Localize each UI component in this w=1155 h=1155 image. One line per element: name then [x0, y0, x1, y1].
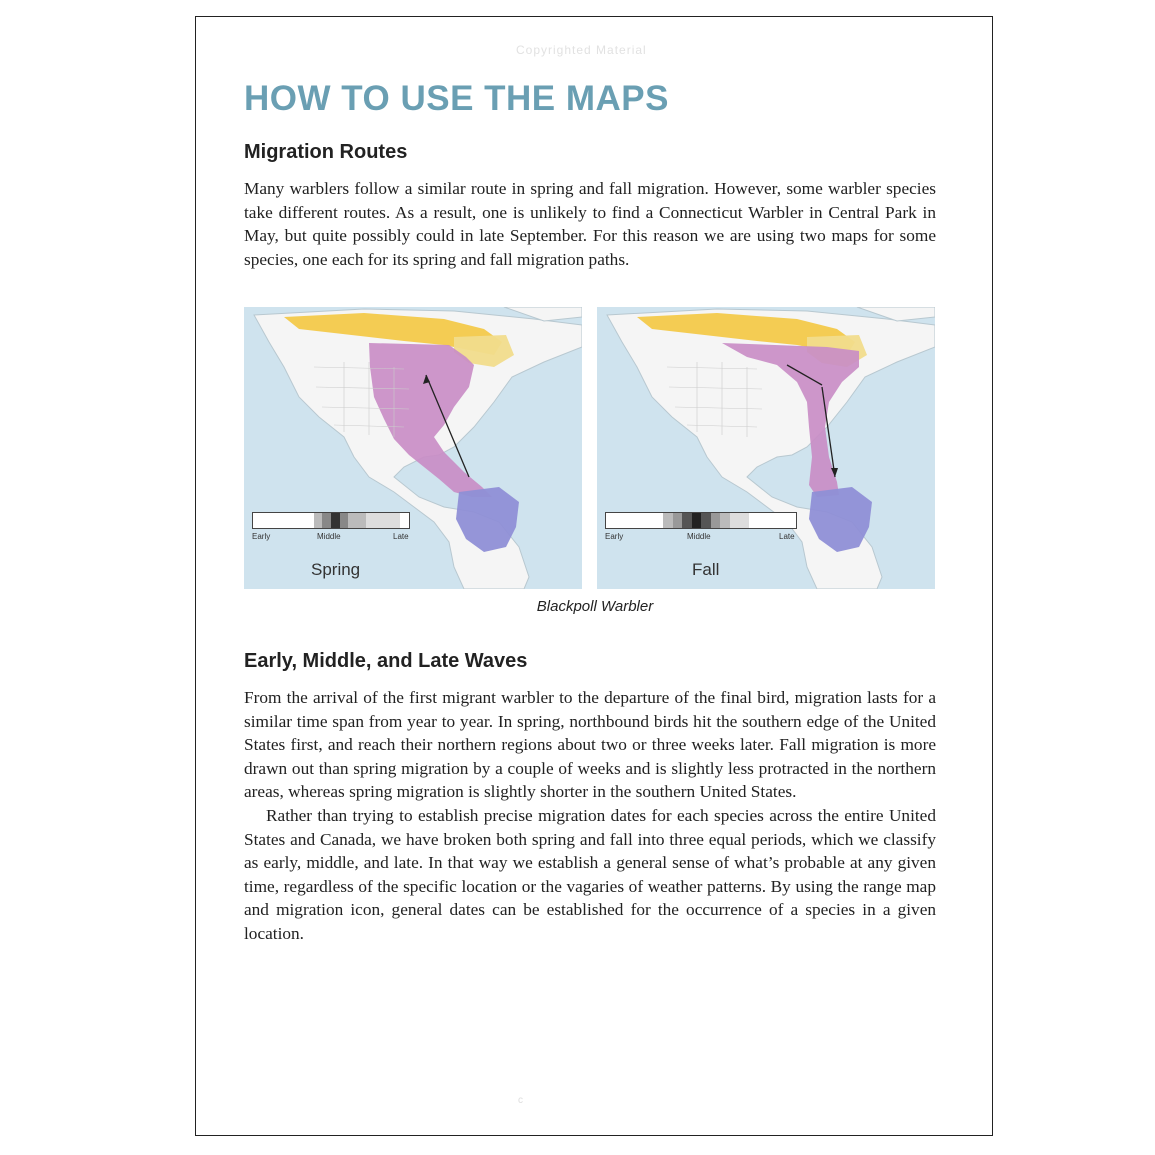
timeline-segment: [644, 513, 654, 528]
spring-timeline-bar: [252, 512, 410, 529]
timeline-segment: [692, 513, 702, 528]
fall-timeline-middle-label: Middle: [687, 532, 711, 541]
page-title: HOW TO USE THE MAPS: [244, 79, 669, 118]
timeline-segment: [749, 513, 759, 528]
timeline-segment: [270, 513, 279, 528]
fall-label: Fall: [692, 560, 720, 579]
fall-range-map: [597, 307, 935, 589]
timeline-segment: [787, 513, 797, 528]
section-paragraph: [244, 177, 936, 271]
timeline-segment: [340, 513, 349, 528]
timeline-segment: [262, 513, 271, 528]
timeline-segment: [654, 513, 664, 528]
timeline-segment: [288, 513, 297, 528]
timeline-segment: [673, 513, 683, 528]
timeline-segment: [739, 513, 749, 528]
timeline-segment: [720, 513, 730, 528]
section-heading-migration-routes: Migration Routes: [244, 141, 408, 163]
fall-timeline-early-label: Early: [605, 532, 624, 541]
spring-timeline-late-label: Late: [393, 532, 409, 541]
watermark: Copyrighted Material: [516, 43, 647, 57]
timeline-segment: [348, 513, 357, 528]
timeline-segment: [314, 513, 323, 528]
paragraph-waves-1: From the arrival of the first migrant warbler to the departure of the final bird, migration lasts for a similar time span from year to year. In spring, northbound birds hit the southern edge of the United States first, and reach their northern regions about two or three weeks later. Fall migration is more drawn out than spring migration by a couple of weeks and is slightly less protracted in the northern areas, whereas spring migration is slightly shorter in the southern United States.: [244, 688, 936, 802]
fall-map-graphic: [597, 307, 935, 589]
timeline-segment: [296, 513, 305, 528]
timeline-segment: [253, 513, 262, 528]
timeline-segment: [758, 513, 768, 528]
section-heading-waves: Early, Middle, and Late Waves: [244, 650, 528, 672]
timeline-segment: [701, 513, 711, 528]
timeline-segment: [305, 513, 314, 528]
footer-mark: c: [518, 1095, 523, 1106]
timeline-segment: [682, 513, 692, 528]
timeline-segment: [616, 513, 626, 528]
spring-timeline-middle-label: Middle: [317, 532, 341, 541]
timeline-segment: [357, 513, 366, 528]
spring-timeline-early-label: Early: [252, 532, 271, 541]
timeline-segment: [777, 513, 787, 528]
book-page: [195, 16, 993, 1136]
timeline-segment: [400, 513, 409, 528]
timeline-segment: [392, 513, 401, 528]
timeline-segment: [663, 513, 673, 528]
timeline-segment: [331, 513, 340, 528]
timeline-segment: [366, 513, 375, 528]
timeline-segment: [730, 513, 740, 528]
section-paragraphs-waves: [244, 686, 936, 946]
timeline-segment: [606, 513, 616, 528]
timeline-segment: [374, 513, 383, 528]
paragraph-migration-routes: Many warblers follow a similar route in spring and fall migration. However, some warbler species take different routes. As a result, one is unlikely to find a Connecticut Warbler in Central Park in May, but quite possibly could in late September. For this reason we are using two maps for some species, one each for its spring and fall migration paths.: [244, 179, 936, 269]
timeline-segment: [279, 513, 288, 528]
figure-caption: Blackpoll Warbler: [536, 598, 654, 615]
fall-timeline-late-label: Late: [779, 532, 795, 541]
spring-label: Spring: [311, 560, 361, 579]
paragraph-waves-2: Rather than trying to establish precise migration dates for each species across the entire United States and Canada, we have broken both spring and fall into three equal periods, which we classify as early, middle, and late. In that way we establish a general sense of what’s probable at any given time, regardless of the specific location or the vagaries of weather patterns. By using the range map and migration icon, general dates can be established for the occurrence of a species in a given location.: [244, 805, 936, 943]
spring-map-graphic: [244, 307, 582, 589]
timeline-segment: [322, 513, 331, 528]
timeline-segment: [711, 513, 721, 528]
fall-timeline-bar: [605, 512, 797, 529]
timeline-segment: [625, 513, 635, 528]
timeline-segment: [383, 513, 392, 528]
spring-range-map: [244, 307, 582, 589]
timeline-segment: [635, 513, 645, 528]
timeline-segment: [768, 513, 778, 528]
